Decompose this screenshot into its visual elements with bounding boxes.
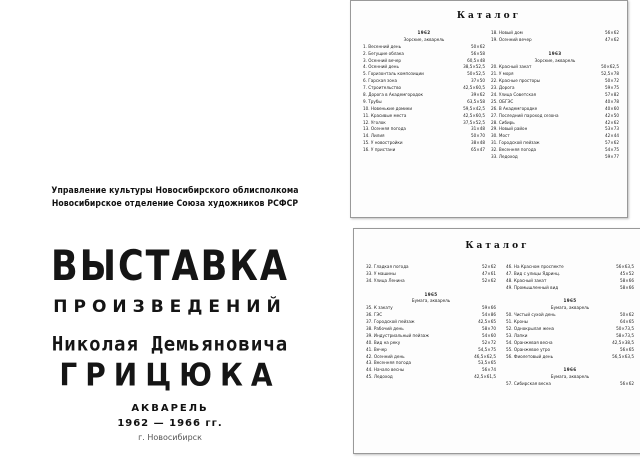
entry-size: 50×73,5 (616, 327, 634, 333)
entry-size: 59,5×42,5 (463, 106, 485, 112)
catalog-page-bottom (353, 228, 640, 454)
entry-size: 59×75 (605, 86, 619, 92)
entry-title: 6. Гарская зона (363, 79, 397, 85)
catalog-entry (491, 100, 619, 107)
year-heading: 1966 (563, 368, 577, 374)
entry-size: 63,5×58 (467, 99, 485, 105)
catalog-entry (366, 348, 496, 355)
catalog-entry (491, 114, 619, 121)
section-subheading: Бумага, акварель (411, 299, 451, 305)
entry-title: 10. Новенькие домики (363, 106, 413, 112)
entry-title: 42. Осенний день (366, 354, 405, 360)
entry-title: 53. Лапки (506, 333, 528, 339)
entry-size: 57×82 (605, 93, 619, 99)
entry-title: 35. К закату (366, 306, 393, 312)
entry-title: 2. Бегущие облака (363, 51, 404, 57)
catalog-entry (366, 265, 496, 272)
entry-size: 42×44 (605, 134, 619, 140)
entry-title: 37. Городской пейзаж (366, 320, 415, 326)
entry-size: 39×62 (471, 93, 485, 99)
years-label: 1962 — 1966 гг. (117, 418, 223, 429)
catalog-entry (491, 107, 619, 114)
spacer (506, 361, 634, 368)
section-subheading: Зорские, акварель (534, 58, 576, 64)
entry-title: 47. Вид с улицы Ядринц. (506, 271, 561, 277)
entry-title: 31. Городской пейзаж (491, 141, 540, 147)
entry-title: 33. Ледоход (491, 155, 518, 161)
catalog-entry (366, 327, 496, 334)
entry-title: 3. Осенний вечер (363, 58, 401, 64)
entry-size: 64×65 (620, 320, 634, 326)
entry-size: 58×70 (482, 327, 496, 333)
entry-title: 36. ГЭС (366, 313, 383, 319)
catalog-entry (366, 334, 496, 341)
catalog-title: Каталог (456, 11, 522, 21)
entry-size: 45×52 (620, 271, 634, 277)
entry-size: 58×73,5 (616, 333, 634, 339)
city-label: г. Новосибирск (138, 433, 202, 442)
entry-size: 59×66 (482, 306, 496, 312)
entry-title: 27. Последний пароход сезона (491, 113, 559, 119)
entry-size: 60,5×48 (467, 58, 485, 64)
entry-title: 15. У новостройки (363, 141, 403, 147)
exhibition-heading: ВЫСТАВКА (51, 243, 289, 291)
catalog-entry (491, 127, 619, 134)
entry-size: 56×74 (482, 368, 496, 374)
entry-size: 37,5×52,5 (463, 120, 485, 126)
entry-title: 1. Весенний день (363, 44, 402, 50)
entry-title: 38. Рабочий день (366, 327, 404, 333)
entry-size: 54×75 (605, 148, 619, 154)
catalog-entry (506, 334, 634, 341)
entry-size: 42×50 (605, 113, 619, 119)
year-heading: 1965 (424, 292, 438, 298)
entry-title: 20. Красный закат (491, 65, 532, 71)
entry-size: 56×65 (620, 347, 634, 353)
entry-title: 46. На Красном проспекте (506, 265, 564, 270)
entry-size: 42,5×65 (478, 320, 496, 326)
catalog-column-left (363, 31, 485, 155)
entry-title: 57. Сибирская весна (506, 382, 551, 388)
entry-title: 18. Новый дом (491, 31, 523, 36)
entry-title: 19. Осенний вечер (491, 37, 532, 43)
catalog-entry (506, 327, 634, 334)
organization-line-1: Управление культуры Новосибирского облисполкома (51, 186, 299, 196)
entry-size: 40×78 (605, 99, 619, 105)
entry-size: 42,5×60,5 (463, 86, 485, 92)
spacer (366, 286, 496, 293)
entry-size: 56×62 (605, 31, 619, 36)
entry-title: 40. Вид на реку (366, 340, 401, 346)
entry-size: 52×72 (482, 340, 496, 346)
catalog-entry (506, 320, 634, 327)
catalog-entry (363, 100, 485, 107)
entry-title: 44. Начало весны (366, 368, 405, 374)
entry-title: 30. Мост (491, 134, 510, 140)
entry-title: 39. Индустриальный пейзаж (366, 333, 429, 339)
entry-title: 43. Весенняя погода (366, 361, 412, 367)
entry-title: 50. Чистый сухой день (506, 313, 556, 319)
year-heading: 1965 (563, 299, 577, 305)
artist-first-name: Николая Демьяновича (51, 332, 289, 356)
catalog-entry (491, 38, 619, 45)
entry-size: 58×66 (620, 285, 634, 291)
catalog-entry (491, 148, 619, 155)
entry-size: 65×47 (471, 148, 485, 154)
entry-size: 38,5×52,5 (463, 65, 485, 71)
catalog-column-left (366, 265, 496, 382)
entry-title: 8. Дорога в Академгородок (363, 93, 424, 99)
entry-title: 45. Ледоход (366, 375, 393, 381)
entry-size: 53×73 (605, 127, 619, 133)
catalog-entry (366, 341, 496, 348)
entry-title: 28. Сибирь (491, 120, 515, 126)
entry-size: 56×62 (620, 382, 634, 388)
entry-title: 24. Улица Советская (491, 93, 536, 99)
entry-size: 31×48 (471, 127, 485, 133)
entry-size: 50×62 (471, 44, 485, 50)
entry-size: 54×60 (482, 333, 496, 339)
entry-size: 59×77 (605, 155, 619, 161)
entry-title: 4. Осенний день (363, 65, 399, 71)
catalog-column-right (506, 265, 634, 389)
section-subheading: Бумага, акварель (550, 375, 590, 381)
entry-size: 57×62 (605, 141, 619, 147)
entry-title: 14. Лилия (363, 134, 385, 140)
entry-title: 34. Улица Ленина (366, 278, 405, 284)
catalog-entry (363, 52, 485, 59)
entry-size: 47×61 (482, 271, 496, 277)
entry-size: 46,5×62,5 (474, 354, 496, 360)
catalog-entry (363, 86, 485, 93)
entry-title: 21. У моря (491, 72, 514, 78)
section-subheading: Бумага, акварель (550, 306, 590, 312)
catalog-entry (491, 155, 619, 162)
entry-title: 9. Трубы (363, 99, 382, 105)
catalog-entry (366, 306, 496, 313)
entry-title: 26. В Академгородке (491, 106, 538, 112)
works-heading: ПРОИЗВЕДЕНИЙ (53, 297, 287, 317)
entry-title: 56. Фиолетовый день (506, 354, 554, 360)
artist-surname: ГРИЦЮКА (59, 357, 281, 394)
catalog-entry (366, 375, 496, 382)
entry-title: 49. Промышленный вид (506, 285, 559, 291)
catalog-entry (506, 348, 634, 355)
catalog-entry (491, 31, 619, 38)
entry-size: 42,5×38,5 (612, 340, 634, 346)
entry-title: 16. У пристани (363, 148, 396, 154)
entry-size: 42,5×60,5 (463, 113, 485, 119)
section-subheading: Зорские, акварель (403, 37, 445, 43)
entry-title: 11. Красивые места (363, 113, 407, 119)
entry-size: 50×62,5 (601, 65, 619, 71)
organization-line-2: Новосибирское отделение Союза художников РСФСР (51, 199, 299, 209)
entry-size: 40×60 (605, 106, 619, 112)
medium-label: АКВАРЕЛЬ (131, 403, 209, 414)
catalog-entry (506, 265, 634, 272)
entry-size: 50×72 (605, 79, 619, 85)
entry-size: 50×52,5 (467, 72, 485, 78)
entry-size: 52×62 (482, 265, 496, 270)
catalog-entry (506, 272, 634, 279)
year-heading: 1963 (548, 51, 562, 57)
catalog-entry (363, 148, 485, 155)
entry-title: 32. Гладкая погода (366, 265, 409, 270)
entry-title: 22. Красные просторы (491, 79, 541, 85)
spacer (491, 45, 619, 52)
catalog-entry (366, 320, 496, 327)
entry-size: 47×62 (605, 37, 619, 43)
entry-size: 56×58 (471, 51, 485, 57)
entry-title: 25. ОБГЭС (491, 99, 514, 105)
catalog-entry (363, 107, 485, 114)
entry-title: 5. Горизонталь композиции (363, 72, 424, 78)
entry-size: 56,5×63,5 (612, 354, 634, 360)
entry-size: 52,5×78 (601, 72, 619, 78)
entry-size: 37×50 (471, 79, 485, 85)
catalog-entry (366, 272, 496, 279)
entry-title: 48. Красный закат (506, 278, 547, 284)
entry-title: 7. Строительство (363, 86, 402, 92)
catalog-entry (363, 93, 485, 100)
entry-title: 32. Весенняя погода (491, 148, 537, 154)
entry-title: 52. Однокрылая жена (506, 327, 555, 333)
entry-size: 54×86 (482, 313, 496, 319)
catalog-entry (506, 279, 634, 286)
entry-size: 50×62 (620, 313, 634, 319)
catalog-entry (506, 286, 634, 293)
entry-title: 23. Дорога (491, 86, 515, 92)
entry-title: 13. Осенняя погода (363, 127, 406, 133)
catalog-entry (363, 45, 485, 52)
year-heading: 1962 (417, 31, 431, 36)
entry-title: 55. Оранжевое утро (506, 347, 551, 353)
entry-size: 50×70 (471, 134, 485, 140)
catalog-entry (506, 341, 634, 348)
entry-size: 52×62 (482, 278, 496, 284)
catalog-column-right (491, 31, 619, 162)
catalog-entry (491, 93, 619, 100)
entry-title: 33. У машины (366, 271, 396, 277)
catalog-entry (506, 382, 634, 389)
entry-size: 38×48 (471, 141, 485, 147)
catalog-title: Каталог (465, 241, 530, 251)
catalog-entry (506, 355, 634, 362)
spacer (506, 293, 634, 300)
entry-title: 54. Оранжевая весна (506, 340, 553, 346)
entry-title: 41. Вечер (366, 347, 387, 353)
catalog-entry (491, 86, 619, 93)
entry-size: 53,5×65 (478, 361, 496, 367)
entry-size: 58×66 (620, 278, 634, 284)
entry-title: 29. Новый район (491, 127, 528, 133)
catalog-page-top (350, 0, 628, 218)
entry-size: 54,5×75 (478, 347, 496, 353)
entry-title: 51. Кроны (506, 320, 528, 326)
entry-size: 42,5×61,5 (474, 375, 496, 381)
catalog-entry (363, 114, 485, 121)
catalog-entry (366, 279, 496, 286)
entry-title: 12. Уголок (363, 120, 386, 126)
entry-size: 56×63,5 (616, 265, 634, 270)
entry-size: 42×62 (605, 120, 619, 126)
